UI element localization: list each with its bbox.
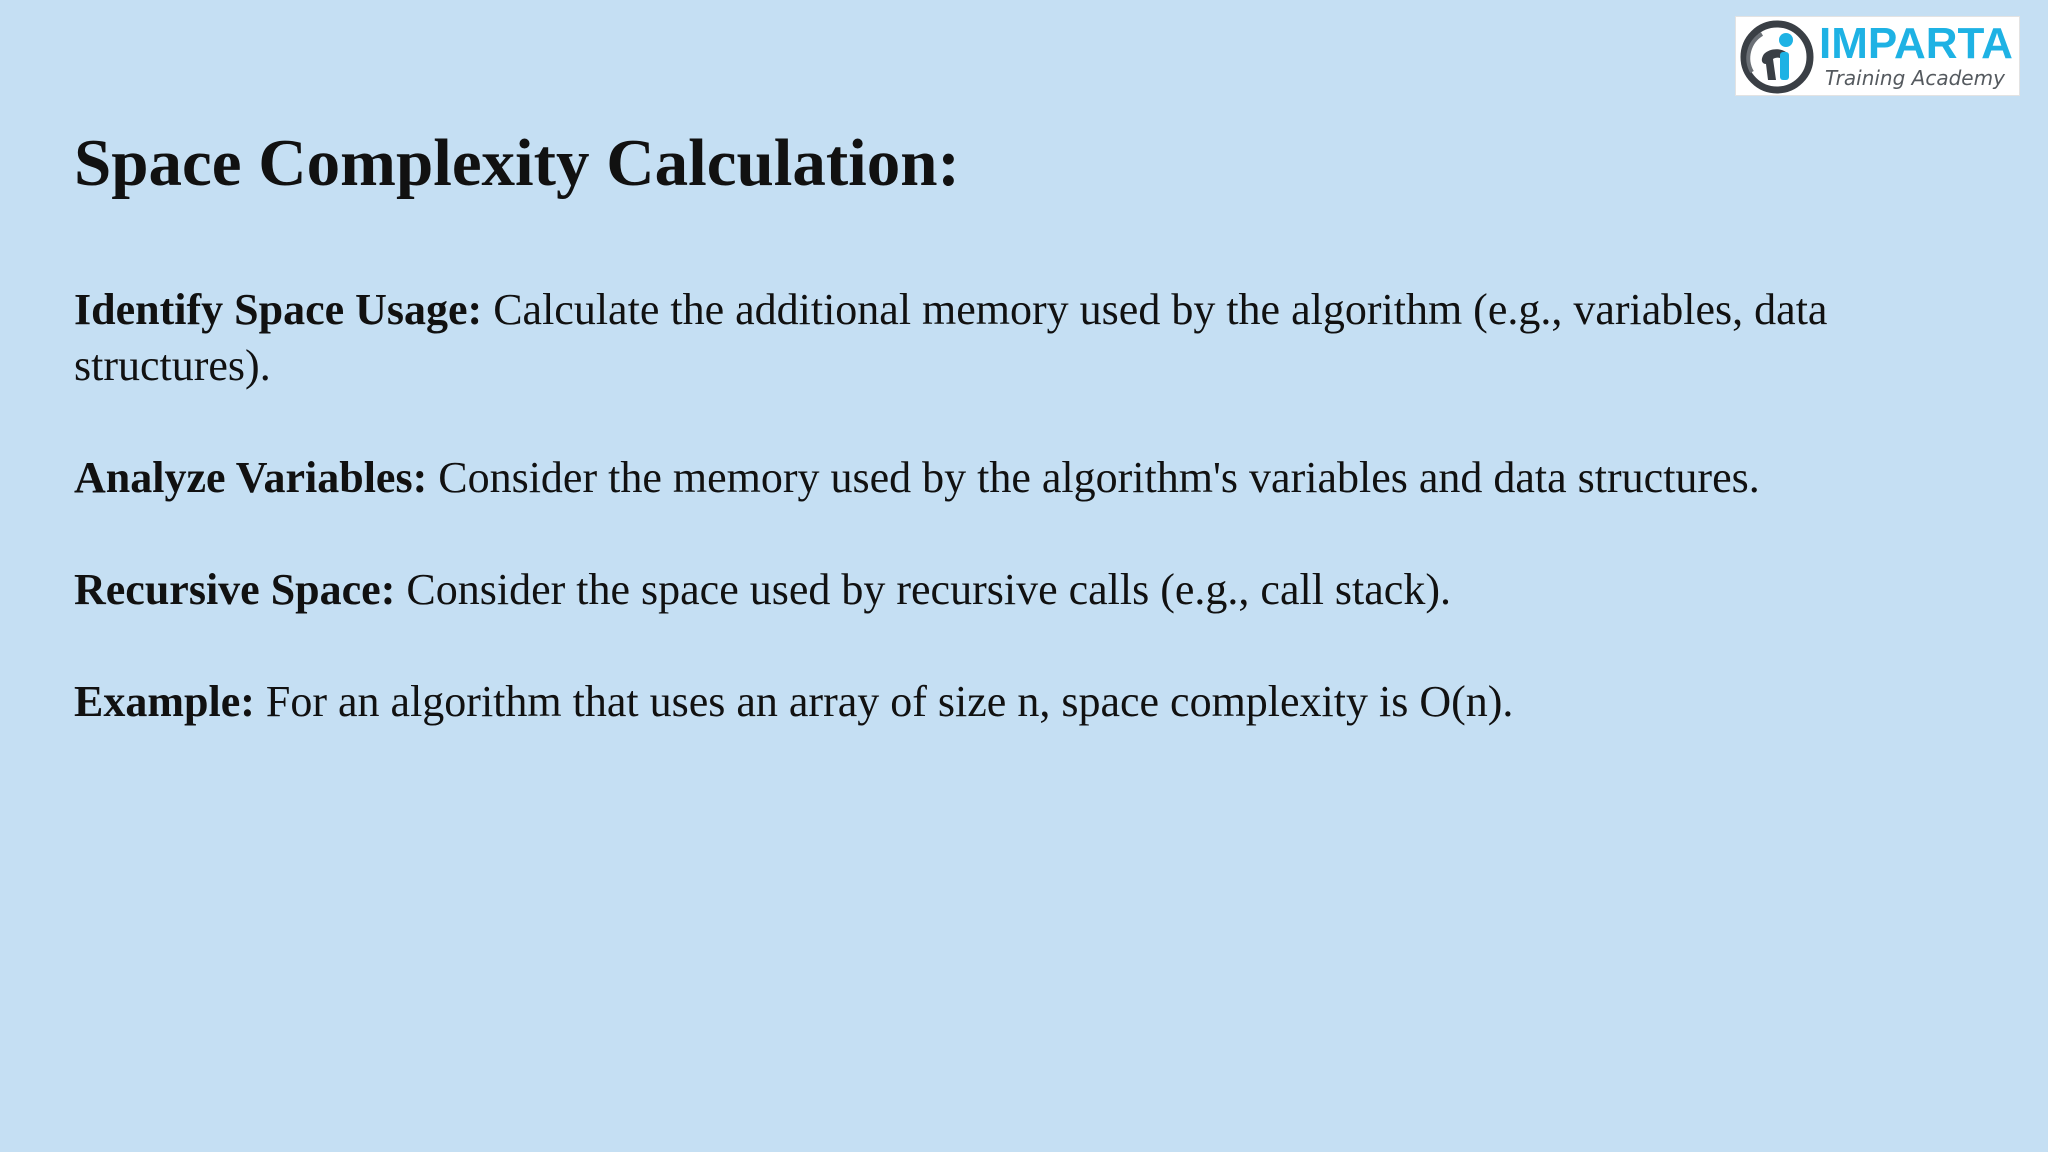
point-lead: Identify Space Usage:: [74, 285, 483, 334]
point-example: [74, 674, 1974, 730]
point-text: For an algorithm that uses an array of size n, space complexity is O(n).: [254, 677, 1514, 726]
slide-title: Space Complexity Calculation:: [74, 126, 960, 200]
imparta-logo: [1735, 16, 2020, 96]
point-lead: Recursive Space:: [74, 565, 396, 614]
imparta-person-logo-icon: [1740, 20, 1814, 94]
logo-name: IMPARTA: [1819, 19, 2013, 68]
slide-content: [74, 282, 1974, 786]
logo-tagline: Training Academy: [1825, 66, 2005, 90]
point-lead: Analyze Variables:: [74, 453, 428, 502]
point-lead: Example:: [74, 677, 255, 726]
point-identify-space-usage: [74, 282, 1974, 394]
point-analyze-variables: [74, 450, 1974, 506]
point-recursive-space: [74, 562, 1974, 618]
point-text: Consider the memory used by the algorithm's variables and data structures.: [427, 453, 1760, 502]
point-text: Calculate the additional memory used by the algorithm (e.g., variables, data structures).: [74, 285, 1828, 390]
point-text: Consider the space used by recursive calls (e.g., call stack).: [395, 565, 1451, 614]
